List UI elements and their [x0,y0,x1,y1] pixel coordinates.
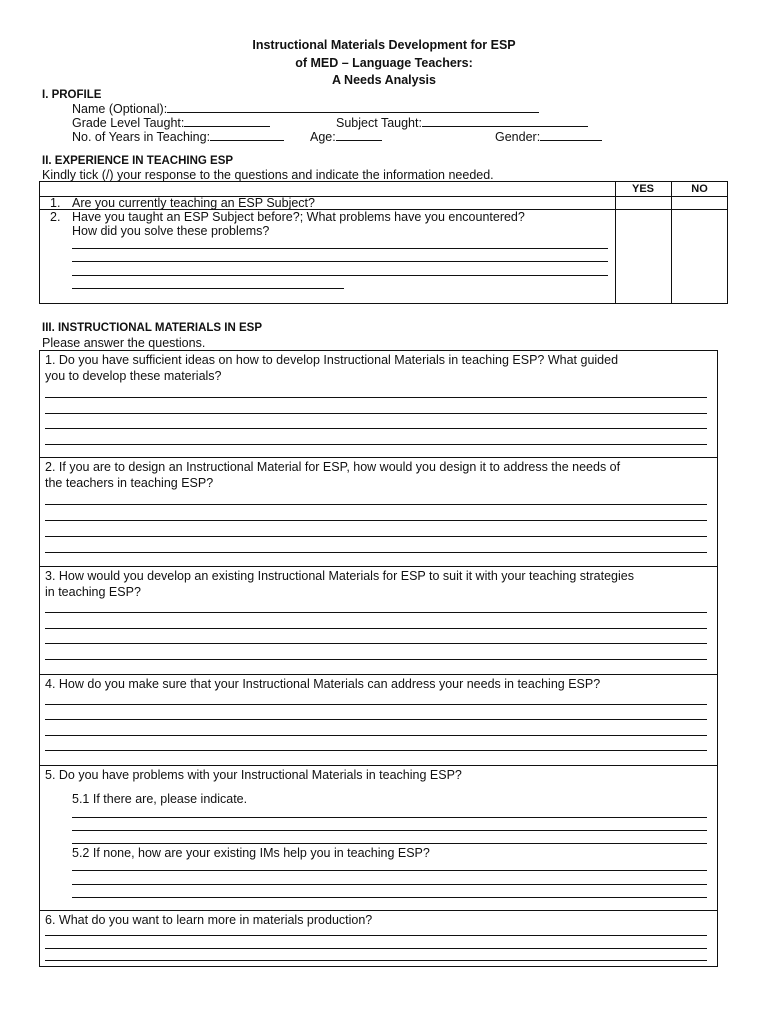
mat-q5-text: 5. Do you have problems with your Instructional Materials in teaching ESP? [45,768,462,782]
age-field[interactable] [310,129,382,144]
answer-line[interactable] [45,520,707,521]
no-column-header: NO [691,183,708,195]
doc-title-line3: A Needs Analysis [332,73,436,87]
exp-q1-number: 1. [50,196,61,210]
age-blank[interactable] [336,129,382,141]
gender-label: Gender: [495,130,541,144]
answer-line[interactable] [45,735,707,736]
years-blank[interactable] [210,129,284,141]
gender-field[interactable] [495,129,602,144]
answer-line[interactable] [45,504,707,505]
answer-line[interactable] [45,750,707,751]
question-divider [39,910,718,911]
materials-instruction: Please answer the questions. [42,336,206,350]
name-blank[interactable] [167,101,539,113]
answer-line[interactable] [45,397,707,398]
subject-label: Subject Taught: [336,116,422,130]
mat-q3-text: 3. How would you develop an existing Instructional Materials for ESP to suit it with your teaching strategies [45,569,634,583]
question-divider [39,765,718,766]
experience-instruction: Kindly tick (/) your response to the questions and indicate the information needed. [42,168,494,182]
gender-blank[interactable] [540,129,602,141]
experience-heading: II. EXPERIENCE IN TEACHING ESP [42,155,234,167]
answer-line[interactable] [72,870,707,871]
no-column-divider [671,181,672,304]
name-field[interactable] [72,101,539,116]
answer-line[interactable] [45,719,707,720]
subject-field[interactable] [336,115,588,130]
answer-line[interactable] [72,261,608,262]
years-label: No. of Years in Teaching: [72,130,211,144]
doc-title-line2: of MED – Language Teachers: [295,56,473,70]
answer-line[interactable] [72,830,707,831]
answer-line[interactable] [45,552,707,553]
exp-q2-text: Have you taught an ESP Subject before?; What problems have you encountered? [72,210,525,224]
mat-q2-text: 2. If you are to design an Instructional Material for ESP, how would you design it to address the needs of [45,460,621,474]
mat-q2-text-cont: the teachers in teaching ESP? [45,476,214,490]
mat-q5-2-text: 5.2 If none, how are your existing IMs help you in teaching ESP? [72,846,430,860]
mat-q1-text-cont: you to develop these materials? [45,369,222,383]
question-divider [39,674,718,675]
yes-column-divider [615,181,616,304]
age-label: Age: [310,130,336,144]
answer-line[interactable] [45,444,707,445]
grade-blank[interactable] [184,115,270,127]
mat-q6-text: 6. What do you want to learn more in materials production? [45,913,373,927]
yes-column-header: YES [631,183,654,195]
mat-q4-text: 4. How do you make sure that your Instructional Materials can address your needs in teaching ESP? [45,677,601,691]
materials-heading: III. INSTRUCTIONAL MATERIALS IN ESP [42,322,262,334]
years-field[interactable] [72,129,284,144]
grade-label: Grade Level Taught: [72,116,185,130]
answer-line[interactable] [45,643,707,644]
mat-q1-text: 1. Do you have sufficient ideas on how to develop Instructional Materials in teaching ESP? What guided [45,353,619,367]
mat-q3-text-cont: in teaching ESP? [45,585,141,599]
doc-title-line1: Instructional Materials Development for ESP [252,38,516,52]
answer-line[interactable] [72,275,608,276]
answer-line[interactable] [72,897,707,898]
answer-line[interactable] [72,817,707,818]
answer-line[interactable] [45,428,707,429]
answer-line[interactable] [45,704,707,705]
answer-line[interactable] [72,288,344,289]
name-label: Name (Optional): [72,102,168,116]
answer-line[interactable] [45,960,707,961]
exp-q1-text: Are you currently teaching an ESP Subject? [72,196,315,210]
answer-line[interactable] [45,628,707,629]
answer-line[interactable] [72,248,608,249]
question-divider [39,457,718,458]
exp-q2-number: 2. [50,210,61,224]
exp-q2-subtext: How did you solve these problems? [72,224,270,238]
answer-line[interactable] [72,843,707,844]
answer-line[interactable] [45,536,707,537]
answer-line[interactable] [72,884,707,885]
grade-field[interactable] [72,115,270,130]
question-divider [39,566,718,567]
mat-q5-1-text: 5.1 If there are, please indicate. [72,792,248,806]
profile-heading: I. PROFILE [42,89,102,101]
answer-line[interactable] [45,659,707,660]
answer-line[interactable] [45,612,707,613]
answer-line[interactable] [45,935,707,936]
subject-blank[interactable] [422,115,588,127]
answer-line[interactable] [45,413,707,414]
answer-line[interactable] [45,948,707,949]
